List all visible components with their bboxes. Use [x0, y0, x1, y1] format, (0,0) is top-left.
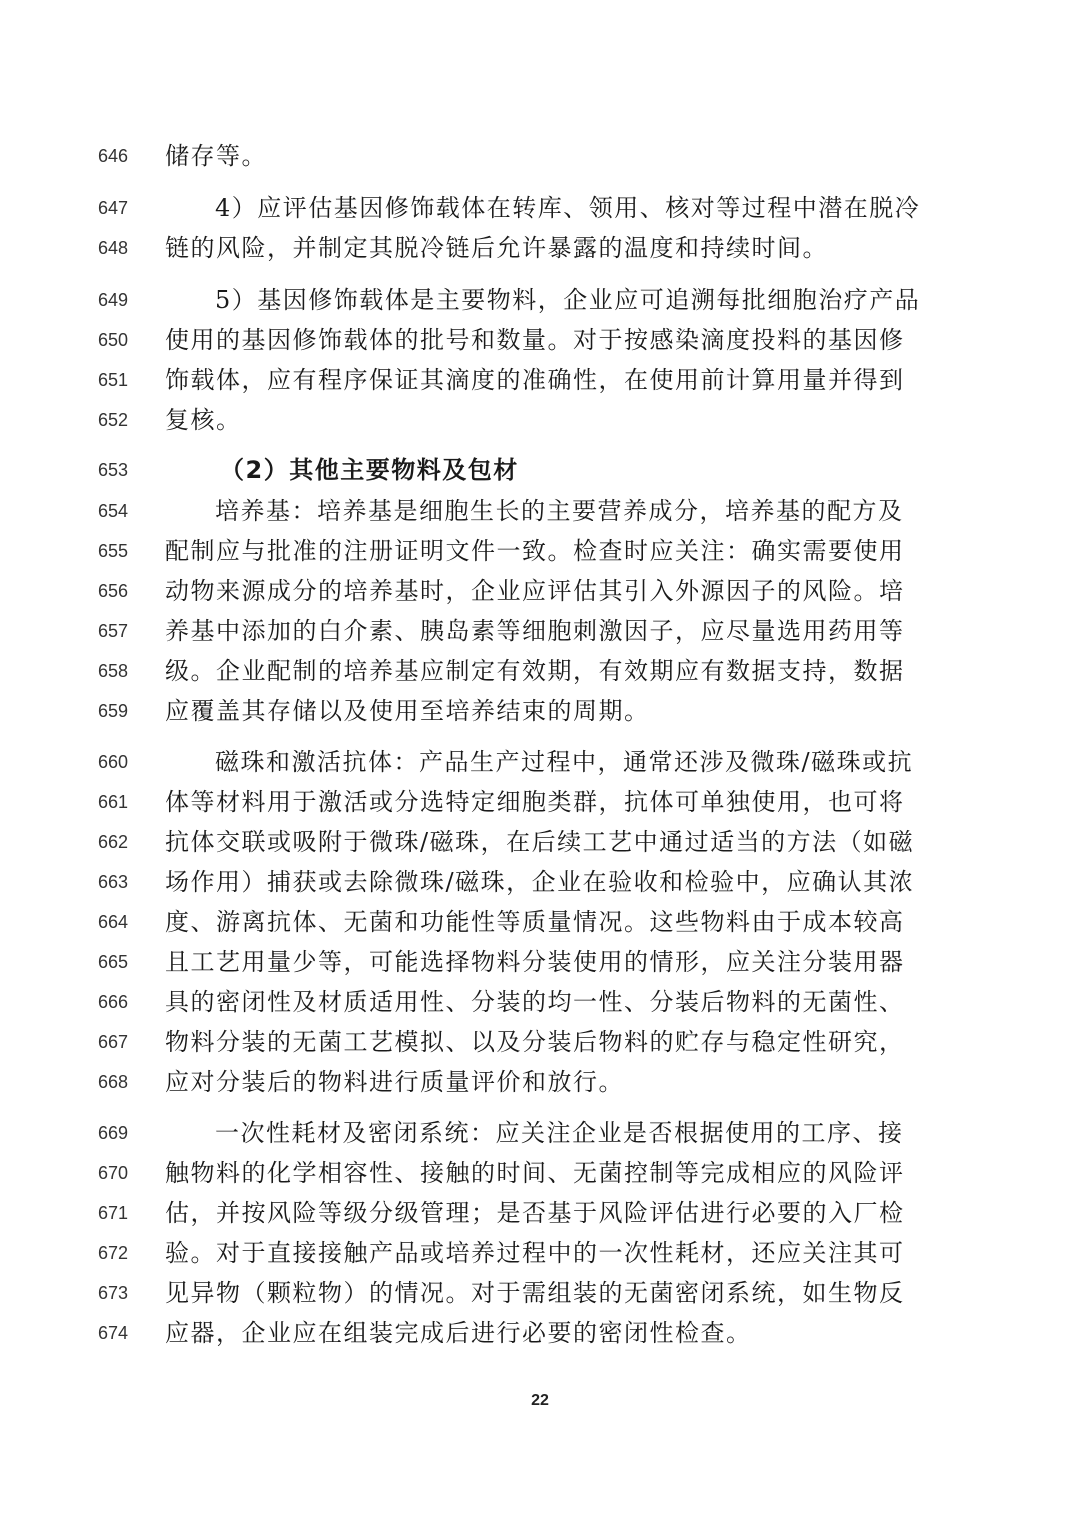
line-number: 673 — [98, 1283, 129, 1303]
line-text: 配制应与批准的注册证明文件一致。检查时应关注：确实需要使用 — [165, 537, 905, 565]
text-line — [0, 531, 1080, 571]
line-number: 674 — [98, 1323, 129, 1343]
line-number: 656 — [98, 581, 129, 601]
text-line — [0, 902, 1080, 942]
line-text: 抗体交联或吸附于微珠/磁珠，在后续工艺中通过适当的方法（如磁 — [165, 828, 915, 856]
line-number: 650 — [98, 330, 129, 350]
line-text: 体等材料用于激活或分选特定细胞类群，抗体可单独使用，也可将 — [165, 788, 905, 816]
line-text: 具的密闭性及材质适用性、分装的均一性、分装后物料的无菌性、 — [165, 988, 905, 1016]
text-line — [0, 691, 1080, 731]
section-heading: （2）其他主要物料及包材 — [220, 456, 519, 484]
line-text: 触物料的化学相容性、接触的时间、无菌控制等完成相应的风险评 — [165, 1159, 905, 1187]
line-text: 培养基：培养基是细胞生长的主要营养成分，培养基的配方及 — [215, 497, 904, 525]
text-line — [0, 782, 1080, 822]
text-line — [0, 822, 1080, 862]
line-number: 648 — [98, 238, 129, 258]
line-text: 应覆盖其存储以及使用至培养结束的周期。 — [165, 697, 650, 725]
line-number: 647 — [98, 198, 129, 218]
line-text: 饰载体，应有程序保证其滴度的准确性，在使用前计算用量并得到 — [165, 366, 905, 394]
line-text: 4）应评估基因修饰载体在转库、领用、核对等过程中潜在脱冷 — [215, 194, 921, 222]
line-number: 646 — [98, 146, 129, 166]
text-line — [0, 571, 1080, 611]
line-text: 应对分装后的物料进行质量评价和放行。 — [165, 1068, 624, 1096]
line-text: 度、游离抗体、无菌和功能性等质量情况。这些物料由于成本较高 — [165, 908, 905, 936]
line-number: 651 — [98, 370, 129, 390]
line-number: 655 — [98, 541, 129, 561]
text-line — [0, 1062, 1080, 1102]
line-text: 见异物（颗粒物）的情况。对于需组装的无菌密闭系统，如生物反 — [165, 1279, 905, 1307]
line-text: 应器，企业应在组装完成后进行必要的密闭性检查。 — [165, 1319, 752, 1347]
section-heading-line — [0, 450, 1080, 490]
text-line — [0, 136, 1080, 176]
text-line — [0, 1193, 1080, 1233]
text-line — [0, 1273, 1080, 1313]
line-number: 666 — [98, 992, 129, 1012]
line-text: 一次性耗材及密闭系统：应关注企业是否根据使用的工序、接 — [215, 1119, 904, 1147]
text-line — [0, 280, 1080, 320]
line-number: 664 — [98, 912, 129, 932]
line-number: 662 — [98, 832, 129, 852]
text-line — [0, 1233, 1080, 1273]
line-number: 663 — [98, 872, 129, 892]
text-line — [0, 188, 1080, 228]
text-line — [0, 862, 1080, 902]
line-number: 658 — [98, 661, 129, 681]
line-text: 复核。 — [165, 406, 242, 434]
line-number: 654 — [98, 501, 129, 521]
line-text: 场作用）捕获或去除微珠/磁珠，企业在验收和检验中，应确认其浓 — [165, 868, 915, 896]
text-line — [0, 360, 1080, 400]
text-line — [0, 1113, 1080, 1153]
text-line — [0, 742, 1080, 782]
line-text: 磁珠和激活抗体：产品生产过程中，通常还涉及微珠/磁珠或抗 — [215, 748, 914, 776]
line-text: 验。对于直接接触产品或培养过程中的一次性耗材，还应关注其可 — [165, 1239, 905, 1267]
line-number: 669 — [98, 1123, 129, 1143]
text-line — [0, 611, 1080, 651]
line-text: 使用的基因修饰载体的批号和数量。对于按感染滴度投料的基因修 — [165, 326, 905, 354]
line-number: 660 — [98, 752, 129, 772]
text-line — [0, 1313, 1080, 1353]
text-line — [0, 491, 1080, 531]
text-line — [0, 400, 1080, 440]
line-number: 671 — [98, 1203, 129, 1223]
line-text: 物料分装的无菌工艺模拟、以及分装后物料的贮存与稳定性研究， — [165, 1028, 905, 1056]
line-text: 储存等。 — [165, 142, 267, 170]
line-number: 672 — [98, 1243, 129, 1263]
text-line — [0, 1153, 1080, 1193]
line-number: 667 — [98, 1032, 129, 1052]
text-line — [0, 320, 1080, 360]
line-number: 665 — [98, 952, 129, 972]
text-line — [0, 228, 1080, 268]
text-line — [0, 651, 1080, 691]
line-text: 级。企业配制的培养基应制定有效期，有效期应有数据支持，数据 — [165, 657, 905, 685]
line-number: 670 — [98, 1163, 129, 1183]
line-text: 动物来源成分的培养基时，企业应评估其引入外源因子的风险。培 — [165, 577, 905, 605]
line-number: 653 — [98, 460, 129, 480]
line-text: 5）基因修饰载体是主要物料，企业应可追溯每批细胞治疗产品 — [215, 286, 921, 314]
line-number: 661 — [98, 792, 129, 812]
line-number: 652 — [98, 410, 129, 430]
line-number: 657 — [98, 621, 129, 641]
text-line — [0, 982, 1080, 1022]
line-text: 估，并按风险等级分级管理；是否基于风险评估进行必要的入厂检 — [165, 1199, 905, 1227]
text-line — [0, 942, 1080, 982]
text-line — [0, 1022, 1080, 1062]
line-text: 且工艺用量少等，可能选择物料分装使用的情形，应关注分装用器 — [165, 948, 905, 976]
line-number: 668 — [98, 1072, 129, 1092]
line-text: 养基中添加的白介素、胰岛素等细胞刺激因子，应尽量选用药用等 — [165, 617, 905, 645]
line-number: 649 — [98, 290, 129, 310]
line-number: 659 — [98, 701, 129, 721]
line-text: 链的风险，并制定其脱冷链后允许暴露的温度和持续时间。 — [165, 234, 828, 262]
page-number: 22 — [531, 1392, 549, 1409]
